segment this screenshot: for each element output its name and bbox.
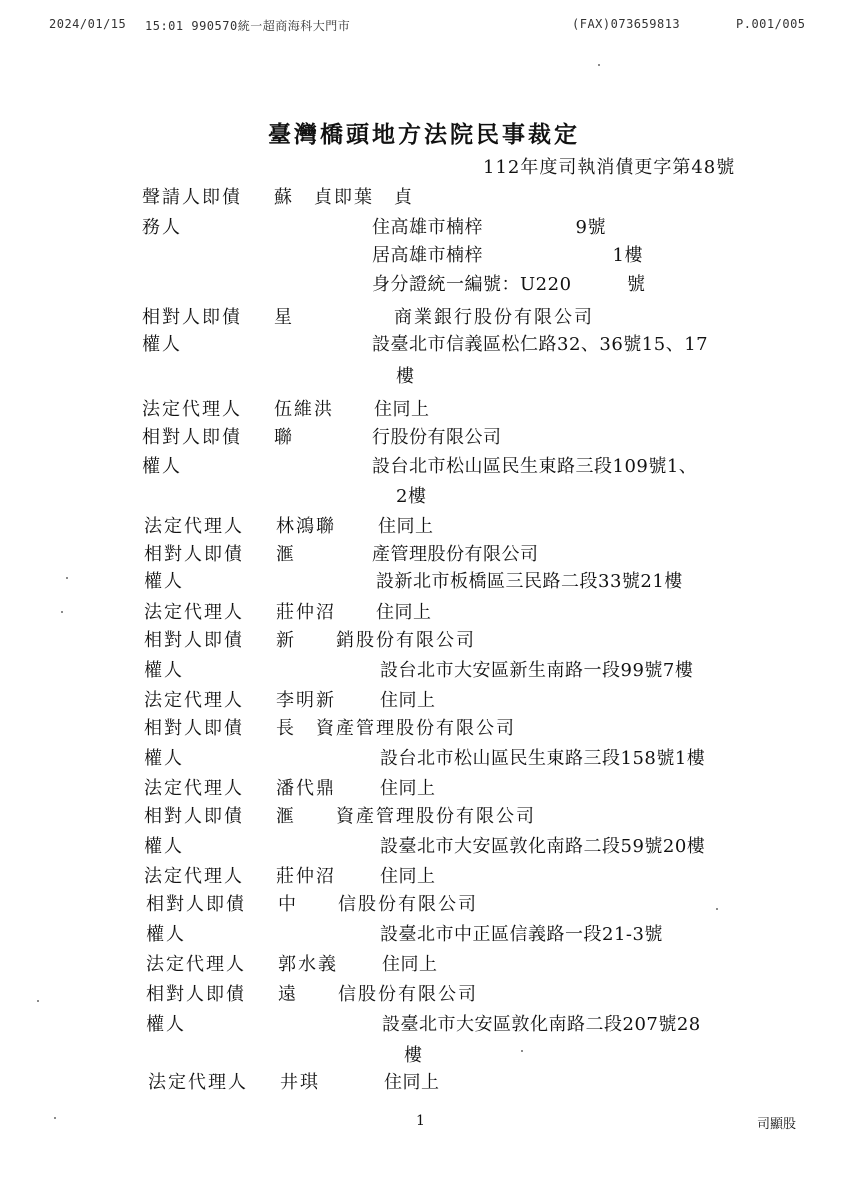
party-name: 聯 — [274, 427, 294, 448]
party-role: 法定代理人 — [144, 866, 244, 887]
party-line — [144, 598, 808, 624]
party-line — [146, 890, 808, 916]
party-role: 權人 — [144, 836, 184, 857]
party-address: 設臺北市中正區信義路一段21-3號 — [380, 924, 663, 945]
party-line — [146, 950, 808, 976]
party-name: 遠 信股份有限公司 — [278, 984, 478, 1005]
party-name: 新 銷股份有限公司 — [276, 630, 476, 651]
party-address: 設臺北市信義區松仁路32、36號15、17 — [372, 334, 709, 355]
party-line — [144, 802, 808, 828]
party-name: 蘇 貞即葉 貞 — [274, 187, 414, 208]
party-name: 郭水義 — [278, 954, 338, 975]
party-line — [144, 774, 808, 800]
scan-speck — [66, 577, 68, 579]
party-role: 權人 — [144, 660, 184, 681]
court-unit: 司顯股 — [757, 1117, 797, 1132]
scan-speck — [521, 1050, 523, 1052]
party-address: 設臺北市大安區敦化南路二段59號20樓 — [380, 836, 706, 857]
party-address: 樓 — [396, 366, 415, 387]
party-line — [146, 1041, 808, 1067]
party-line — [144, 744, 808, 770]
party-name: 伍維洪 — [274, 399, 334, 420]
party-line — [142, 423, 808, 449]
party-address: 設台北市松山區民生東路三段109號1、 — [372, 456, 698, 477]
party-line — [144, 862, 808, 888]
party-role: 法定代理人 — [144, 778, 244, 799]
party-line — [144, 626, 808, 652]
party-role: 法定代理人 — [144, 602, 244, 623]
party-line — [142, 330, 808, 356]
scan-speck — [37, 1000, 39, 1002]
party-address: 住高雄市楠梓 9號 — [372, 217, 606, 238]
party-line — [144, 512, 808, 538]
party-role: 相對人即債 — [144, 806, 244, 827]
party-role: 權人 — [142, 334, 182, 355]
party-line — [144, 656, 808, 682]
party-name: 滙 — [276, 544, 296, 565]
party-name: 中 信股份有限公司 — [278, 894, 478, 915]
scan-speck — [598, 64, 600, 66]
party-line — [148, 1068, 808, 1094]
party-role: 務人 — [142, 217, 182, 238]
party-line — [142, 213, 808, 239]
party-role: 相對人即債 — [142, 427, 242, 448]
party-address: 住同上 — [374, 399, 430, 420]
party-line — [144, 567, 808, 593]
party-name: 長 資產管理股份有限公司 — [276, 718, 516, 739]
party-line — [144, 832, 808, 858]
party-role: 法定代理人 — [142, 399, 242, 420]
fax-number: (FAX)073659813 — [572, 17, 681, 31]
party-name: 潘代鼎 — [276, 778, 336, 799]
party-address: 樓 — [404, 1045, 423, 1066]
party-address: 身分證統一編號：U220 號 — [372, 274, 646, 295]
party-name: 莊仲沼 — [276, 866, 336, 887]
scan-speck — [716, 908, 718, 910]
party-role: 相對人即債 — [144, 630, 244, 651]
party-address: 產管理股份有限公司 — [372, 544, 539, 565]
fax-date: 2024/01/15 — [49, 17, 127, 31]
party-role: 相對人即債 — [144, 718, 244, 739]
party-address: 設台北市松山區民生東路三段158號1樓 — [380, 748, 706, 769]
party-address: 設新北市板橋區三民路二段33號21樓 — [376, 571, 683, 592]
case-number: 112年度司執消債更字第48號 — [483, 157, 736, 178]
party-address: 住同上 — [380, 866, 436, 887]
party-address: 住同上 — [378, 516, 434, 537]
party-line — [142, 362, 808, 388]
party-role: 法定代理人 — [148, 1072, 248, 1093]
party-address: 居高雄市楠梓 1樓 — [372, 245, 643, 266]
fax-page-counter: P.001/005 — [736, 17, 806, 31]
party-address: 住同上 — [382, 954, 438, 975]
party-address: 住同上 — [384, 1072, 440, 1093]
party-name: 莊仲沼 — [276, 602, 336, 623]
party-role: 權人 — [146, 924, 186, 945]
fax-sender: 15:01 990570統一超商海科大門市 — [145, 19, 351, 33]
party-line — [142, 482, 808, 508]
party-line — [142, 452, 808, 478]
party-address: 設臺北市大安區敦化南路二段207號28 — [382, 1014, 701, 1035]
scan-speck — [61, 611, 63, 613]
party-name: 滙 資產管理股份有限公司 — [276, 806, 536, 827]
party-line — [146, 1010, 808, 1036]
party-name: 林鴻聯 — [276, 516, 336, 537]
party-line — [146, 920, 808, 946]
scan-speck — [54, 1117, 56, 1119]
party-role: 權人 — [142, 456, 182, 477]
party-line — [142, 395, 808, 421]
party-role: 相對人即債 — [144, 544, 244, 565]
party-role: 相對人即債 — [146, 894, 246, 915]
party-name: 井琪 — [280, 1072, 320, 1093]
party-role: 法定代理人 — [144, 690, 244, 711]
party-line — [146, 980, 808, 1006]
party-address: 住同上 — [380, 690, 436, 711]
party-address: 住同上 — [376, 602, 432, 623]
party-role: 法定代理人 — [144, 516, 244, 537]
party-role: 法定代理人 — [146, 954, 246, 975]
party-address: 行股份有限公司 — [372, 427, 502, 448]
party-line — [144, 686, 808, 712]
party-line — [142, 270, 808, 296]
party-line — [142, 303, 808, 329]
party-address: 設台北市大安區新生南路一段99號7樓 — [380, 660, 694, 681]
party-role: 聲請人即債 — [142, 187, 242, 208]
party-name: 李明新 — [276, 690, 336, 711]
party-role: 權人 — [144, 571, 184, 592]
party-line — [142, 241, 808, 267]
party-address: 住同上 — [380, 778, 436, 799]
party-line — [144, 540, 808, 566]
party-name: 星 商業銀行股份有限公司 — [274, 307, 594, 328]
party-line — [142, 183, 808, 209]
party-role: 相對人即債 — [142, 307, 242, 328]
party-role: 權人 — [144, 748, 184, 769]
document-title: 臺灣橋頭地方法院民事裁定 — [268, 121, 580, 148]
party-line — [144, 714, 808, 740]
party-role: 權人 — [146, 1014, 186, 1035]
page-number: 1 — [416, 1113, 425, 1129]
party-address: 2樓 — [396, 486, 427, 507]
party-role: 相對人即債 — [146, 984, 246, 1005]
